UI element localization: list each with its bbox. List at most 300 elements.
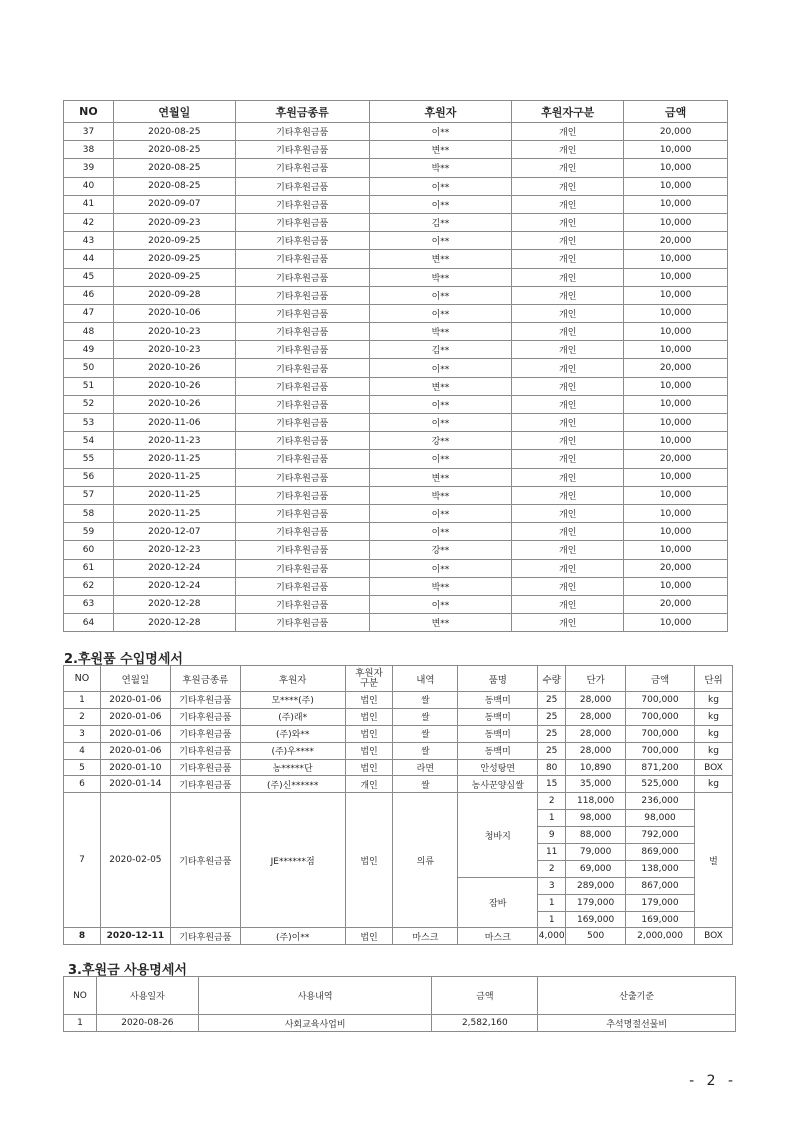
cell-donor-category: 개인 — [512, 177, 624, 195]
cell-donor-category: 법인 — [345, 725, 393, 742]
cell-no: 58 — [64, 504, 114, 522]
cell-amount: 10,000 — [624, 614, 728, 632]
cell-type: 기타후원금품 — [170, 708, 240, 725]
table-row — [64, 414, 728, 432]
cell-donor: 이** — [369, 523, 512, 541]
cell-type: 기타후원금품 — [235, 614, 369, 632]
cell-donor-category: 개인 — [512, 159, 624, 177]
cell-detail: 라면 — [393, 759, 458, 776]
table-row — [64, 304, 728, 322]
cell-amount: 10,000 — [624, 250, 728, 268]
cell-donor-category: 법인 — [345, 793, 393, 928]
table-row — [64, 559, 728, 577]
cell-no: 62 — [64, 577, 114, 595]
cell-type: 기타후원금품 — [235, 359, 369, 377]
cell-donor: 변** — [369, 468, 512, 486]
cell-unit-price: 28,000 — [566, 742, 626, 759]
cell-amount: 10,000 — [624, 541, 728, 559]
cell-date: 2020-12-07 — [113, 523, 235, 541]
table-row — [64, 232, 728, 250]
cell-amount: 10,000 — [624, 268, 728, 286]
cell-donor: 박** — [369, 577, 512, 595]
table-row — [64, 614, 728, 632]
table-row — [64, 595, 728, 613]
cell-unit-price: 169,000 — [566, 911, 626, 928]
cell-unit-price: 179,000 — [566, 894, 626, 911]
cell-type: 기타후원금품 — [235, 468, 369, 486]
table-row — [64, 377, 728, 395]
cell-donor-category: 개인 — [512, 232, 624, 250]
cell-donor: 이** — [369, 232, 512, 250]
cell-amount: 179,000 — [626, 894, 695, 911]
col-header-donor-category: 후원자 구분 — [345, 666, 393, 692]
donation-income-table — [63, 100, 728, 632]
cell-donor: 김** — [369, 213, 512, 231]
table-row — [64, 793, 733, 810]
cell-date: 2020-01-06 — [100, 742, 170, 759]
cell-donor: 박** — [369, 159, 512, 177]
cell-quantity: 15 — [538, 776, 566, 793]
col-header-donor-category: 후원자구분 — [512, 101, 624, 123]
cell-quantity: 1 — [538, 894, 566, 911]
col-header-no: NO — [64, 977, 97, 1015]
cell-date: 2020-01-14 — [100, 776, 170, 793]
cell-no: 51 — [64, 377, 114, 395]
cell-detail: 마스크 — [393, 928, 458, 945]
cell-amount: 10,000 — [624, 195, 728, 213]
cell-item-name: 농사꾼양심쌀 — [458, 776, 538, 793]
cell-type: 기타후원금품 — [235, 304, 369, 322]
cell-unit-price: 98,000 — [566, 810, 626, 827]
cell-donor: (주)이** — [240, 928, 345, 945]
cell-donor: 변** — [369, 250, 512, 268]
cell-unit-price: 88,000 — [566, 827, 626, 844]
cell-donor: 박** — [369, 486, 512, 504]
cell-donor-category: 개인 — [512, 468, 624, 486]
cell-no: 3 — [64, 725, 101, 742]
cell-amount: 10,000 — [624, 577, 728, 595]
cell-amount: 867,000 — [626, 877, 695, 894]
cell-no: 42 — [64, 213, 114, 231]
cell-no: 63 — [64, 595, 114, 613]
cell-quantity: 1 — [538, 810, 566, 827]
cell-donor: 모****(주) — [240, 692, 345, 709]
table-row — [64, 432, 728, 450]
cell-quantity: 2 — [538, 793, 566, 810]
cell-no: 55 — [64, 450, 114, 468]
cell-donor: 박** — [369, 323, 512, 341]
cell-donor-category: 개인 — [512, 450, 624, 468]
cell-amount: 10,000 — [624, 213, 728, 231]
cell-detail: 쌀 — [393, 725, 458, 742]
cell-quantity: 25 — [538, 692, 566, 709]
cell-detail: 쌀 — [393, 708, 458, 725]
cell-date: 2020-10-26 — [113, 359, 235, 377]
cell-donor: (주)신****** — [240, 776, 345, 793]
cell-no: 8 — [64, 928, 101, 945]
cell-unit-price: 79,000 — [566, 844, 626, 861]
cell-donor: 변** — [369, 614, 512, 632]
cell-amount: 10,000 — [624, 432, 728, 450]
cell-type: 기타후원금품 — [235, 577, 369, 595]
cell-date: 2020-09-28 — [113, 286, 235, 304]
cell-donor-category: 개인 — [512, 414, 624, 432]
cell-unit: kg — [694, 708, 732, 725]
cell-donor-category: 법인 — [345, 692, 393, 709]
table-row — [64, 141, 728, 159]
table-row — [64, 759, 733, 776]
cell-date: 2020-02-05 — [100, 793, 170, 928]
cell-type: 기타후원금품 — [235, 523, 369, 541]
cell-amount: 138,000 — [626, 860, 695, 877]
table-row — [64, 177, 728, 195]
col-header-no: NO — [64, 666, 101, 692]
cell-type: 기타후원금품 — [235, 595, 369, 613]
cell-quantity: 25 — [538, 725, 566, 742]
table-row — [64, 213, 728, 231]
col-header-type: 후원금종류 — [235, 101, 369, 123]
cell-amount: 10,000 — [624, 323, 728, 341]
cell-item-name: 잠바 — [458, 877, 538, 928]
cell-date: 2020-11-06 — [113, 414, 235, 432]
cell-donor: 강** — [369, 541, 512, 559]
table-row — [64, 486, 728, 504]
cell-donor-category: 개인 — [512, 141, 624, 159]
cell-detail: 쌀 — [393, 742, 458, 759]
table-row — [64, 742, 733, 759]
cell-date: 2020-10-23 — [113, 323, 235, 341]
cell-date: 2020-11-25 — [113, 504, 235, 522]
page-number: - 2 - — [689, 1073, 737, 1089]
col-header-type: 후원금종류 — [170, 666, 240, 692]
cell-donor-category: 개인 — [512, 304, 624, 322]
cell-quantity: 25 — [538, 708, 566, 725]
cell-no: 7 — [64, 793, 101, 928]
cell-no: 52 — [64, 395, 114, 413]
cell-amount: 169,000 — [626, 911, 695, 928]
cell-donor: 이** — [369, 414, 512, 432]
cell-no: 1 — [64, 692, 101, 709]
cell-no: 46 — [64, 286, 114, 304]
cell-donor-category: 개인 — [512, 595, 624, 613]
table-row — [64, 286, 728, 304]
cell-type: 기타후원금품 — [235, 250, 369, 268]
table-row — [64, 541, 728, 559]
cell-amount: 10,000 — [624, 395, 728, 413]
table-row — [64, 708, 733, 725]
table-row — [64, 359, 728, 377]
cell-donor-category: 개인 — [512, 213, 624, 231]
cell-item-name: 마스크 — [458, 928, 538, 945]
cell-unit: kg — [694, 776, 732, 793]
cell-amount: 10,000 — [624, 504, 728, 522]
cell-unit-price: 289,000 — [566, 877, 626, 894]
cell-amount: 10,000 — [624, 177, 728, 195]
cell-date: 2020-09-07 — [113, 195, 235, 213]
cell-unit: BOX — [694, 759, 732, 776]
cell-unit-price: 35,000 — [566, 776, 626, 793]
cell-donor-category: 개인 — [512, 559, 624, 577]
cell-type: 기타후원금품 — [235, 268, 369, 286]
cell-donor: 이** — [369, 359, 512, 377]
cell-date: 2020-10-26 — [113, 395, 235, 413]
table-row — [64, 195, 728, 213]
cell-amount: 700,000 — [626, 742, 695, 759]
donated-goods-table — [63, 665, 733, 945]
cell-amount: 20,000 — [624, 232, 728, 250]
cell-donor: 이** — [369, 177, 512, 195]
cell-no: 2 — [64, 708, 101, 725]
cell-type: 기타후원금품 — [170, 742, 240, 759]
cell-amount: 10,000 — [624, 377, 728, 395]
cell-unit-price: 28,000 — [566, 708, 626, 725]
table-row — [64, 577, 728, 595]
cell-date: 2020-12-23 — [113, 541, 235, 559]
cell-donor-category: 개인 — [512, 504, 624, 522]
cell-amount: 792,000 — [626, 827, 695, 844]
table-row — [64, 523, 728, 541]
cell-date: 2020-11-25 — [113, 486, 235, 504]
cell-donor-category: 개인 — [512, 250, 624, 268]
cell-unit-price: 500 — [566, 928, 626, 945]
cell-type: 기타후원금품 — [235, 286, 369, 304]
cell-donor-category: 개인 — [512, 486, 624, 504]
cell-detail: 의류 — [393, 793, 458, 928]
cell-date: 2020-10-06 — [113, 304, 235, 322]
cell-donor-category: 개인 — [512, 268, 624, 286]
cell-amount: 20,000 — [624, 359, 728, 377]
table-row — [64, 250, 728, 268]
cell-donor-category: 개인 — [512, 395, 624, 413]
cell-use-detail: 사회교육사업비 — [198, 1015, 432, 1032]
cell-unit: kg — [694, 692, 732, 709]
cell-item-name: 동백미 — [458, 725, 538, 742]
cell-item-name: 동백미 — [458, 692, 538, 709]
cell-donor-category: 개인 — [512, 359, 624, 377]
cell-donor-category: 개인 — [512, 323, 624, 341]
cell-type: 기타후원금품 — [235, 341, 369, 359]
cell-donor: 이** — [369, 195, 512, 213]
cell-donor-category: 개인 — [512, 377, 624, 395]
cell-donor: 변** — [369, 377, 512, 395]
table-row — [64, 504, 728, 522]
cell-donor-category: 개인 — [512, 286, 624, 304]
cell-amount: 700,000 — [626, 708, 695, 725]
table-header-row — [64, 977, 736, 1015]
table-row — [64, 725, 733, 742]
cell-type: 기타후원금품 — [235, 177, 369, 195]
cell-donor: 이** — [369, 304, 512, 322]
table-row — [64, 692, 733, 709]
cell-date: 2020-12-24 — [113, 577, 235, 595]
table-row — [64, 468, 728, 486]
cell-no: 53 — [64, 414, 114, 432]
cell-type: 기타후원금품 — [235, 323, 369, 341]
cell-donor: JE******점 — [240, 793, 345, 928]
col-header-date: 연월일 — [113, 101, 235, 123]
table-row — [64, 776, 733, 793]
cell-no: 54 — [64, 432, 114, 450]
cell-no: 64 — [64, 614, 114, 632]
cell-date: 2020-12-24 — [113, 559, 235, 577]
cell-amount: 10,000 — [624, 486, 728, 504]
cell-amount: 871,200 — [626, 759, 695, 776]
cell-type: 기타후원금품 — [170, 793, 240, 928]
col-header-use-date: 사용일자 — [96, 977, 198, 1015]
cell-donor: 강** — [369, 432, 512, 450]
cell-type: 기타후원금품 — [235, 213, 369, 231]
col-header-amount: 금액 — [432, 977, 538, 1015]
col-header-date: 연월일 — [100, 666, 170, 692]
table-row — [64, 341, 728, 359]
col-header-quantity: 수량 — [538, 666, 566, 692]
cell-date: 2020-11-23 — [113, 432, 235, 450]
cell-date: 2020-09-25 — [113, 232, 235, 250]
cell-type: 기타후원금품 — [235, 559, 369, 577]
cell-quantity: 11 — [538, 844, 566, 861]
col-header-item-name: 품명 — [458, 666, 538, 692]
cell-no: 1 — [64, 1015, 97, 1032]
cell-no: 40 — [64, 177, 114, 195]
cell-type: 기타후원금품 — [235, 432, 369, 450]
cell-amount: 2,582,160 — [432, 1015, 538, 1032]
col-header-no: NO — [64, 101, 114, 123]
table-row — [64, 928, 733, 945]
col-header-unit: 단위 — [694, 666, 732, 692]
cell-donor-category: 개인 — [345, 776, 393, 793]
cell-unit-price: 28,000 — [566, 692, 626, 709]
cell-donor: 농*****단 — [240, 759, 345, 776]
cell-amount: 10,000 — [624, 141, 728, 159]
col-header-detail: 내역 — [393, 666, 458, 692]
cell-no: 57 — [64, 486, 114, 504]
cell-type: 기타후원금품 — [170, 725, 240, 742]
cell-no: 44 — [64, 250, 114, 268]
cell-no: 4 — [64, 742, 101, 759]
cell-item-name: 동백미 — [458, 708, 538, 725]
cell-date: 2020-12-11 — [100, 928, 170, 945]
cell-no: 47 — [64, 304, 114, 322]
cell-amount: 10,000 — [624, 159, 728, 177]
cell-no: 6 — [64, 776, 101, 793]
cell-amount: 10,000 — [624, 286, 728, 304]
cell-donor-category: 개인 — [512, 432, 624, 450]
cell-no: 45 — [64, 268, 114, 286]
cell-quantity: 2 — [538, 860, 566, 877]
table-header-row — [64, 666, 733, 692]
table-row — [64, 1015, 736, 1032]
cell-date: 2020-09-25 — [113, 268, 235, 286]
cell-date: 2020-10-26 — [113, 377, 235, 395]
cell-no: 39 — [64, 159, 114, 177]
cell-donor: (주)와** — [240, 725, 345, 742]
cell-amount: 10,000 — [624, 468, 728, 486]
cell-donor-category: 법인 — [345, 759, 393, 776]
cell-amount: 700,000 — [626, 725, 695, 742]
cell-no: 41 — [64, 195, 114, 213]
section-title-donated-goods: 2.후원품 수입명세서 — [64, 652, 183, 667]
cell-donor: 이** — [369, 595, 512, 613]
cell-donor: 이** — [369, 450, 512, 468]
cell-donor-category: 개인 — [512, 541, 624, 559]
cell-quantity: 80 — [538, 759, 566, 776]
cell-amount: 20,000 — [624, 450, 728, 468]
cell-donor-category: 개인 — [512, 341, 624, 359]
cell-type: 기타후원금품 — [170, 759, 240, 776]
cell-amount: 2,000,000 — [626, 928, 695, 945]
cell-type: 기타후원금품 — [235, 504, 369, 522]
cell-date: 2020-01-06 — [100, 692, 170, 709]
cell-unit: 벌 — [694, 793, 732, 928]
cell-type: 기타후원금품 — [235, 123, 369, 141]
cell-no: 59 — [64, 523, 114, 541]
cell-no: 60 — [64, 541, 114, 559]
cell-type: 기타후원금품 — [235, 141, 369, 159]
cell-type: 기타후원금품 — [170, 928, 240, 945]
cell-quantity: 4,000 — [538, 928, 566, 945]
cell-donor: 이** — [369, 395, 512, 413]
cell-quantity: 1 — [538, 911, 566, 928]
col-header-use-detail: 사용내역 — [198, 977, 432, 1015]
cell-amount: 20,000 — [624, 559, 728, 577]
cell-quantity: 9 — [538, 827, 566, 844]
cell-quantity: 25 — [538, 742, 566, 759]
cell-date: 2020-08-25 — [113, 123, 235, 141]
cell-use-date: 2020-08-26 — [96, 1015, 198, 1032]
cell-unit: kg — [694, 742, 732, 759]
cell-unit-price: 28,000 — [566, 725, 626, 742]
cell-date: 2020-12-28 — [113, 614, 235, 632]
table-header-row — [64, 101, 728, 123]
col-header-unit-price: 단가 — [566, 666, 626, 692]
cell-donor: 이** — [369, 504, 512, 522]
col-header-basis: 산출기준 — [538, 977, 736, 1015]
cell-donor-category: 개인 — [512, 577, 624, 595]
cell-donor: 이** — [369, 123, 512, 141]
cell-no: 50 — [64, 359, 114, 377]
cell-no: 38 — [64, 141, 114, 159]
cell-amount: 525,000 — [626, 776, 695, 793]
cell-donor: (주)래* — [240, 708, 345, 725]
cell-detail: 쌀 — [393, 776, 458, 793]
cell-type: 기타후원금품 — [235, 232, 369, 250]
cell-donor-category: 법인 — [345, 742, 393, 759]
col-header-donor: 후원자 — [240, 666, 345, 692]
cell-donor: (주)우**** — [240, 742, 345, 759]
cell-amount: 20,000 — [624, 123, 728, 141]
cell-no: 49 — [64, 341, 114, 359]
cell-amount: 20,000 — [624, 595, 728, 613]
cell-donor-category: 법인 — [345, 708, 393, 725]
cell-donor-category: 개인 — [512, 614, 624, 632]
table-row — [64, 268, 728, 286]
cell-date: 2020-10-23 — [113, 341, 235, 359]
cell-donor: 박** — [369, 268, 512, 286]
cell-date: 2020-09-25 — [113, 250, 235, 268]
cell-date: 2020-09-23 — [113, 213, 235, 231]
cell-donor: 김** — [369, 341, 512, 359]
cell-no: 5 — [64, 759, 101, 776]
cell-date: 2020-08-25 — [113, 141, 235, 159]
col-header-amount: 금액 — [626, 666, 695, 692]
cell-type: 기타후원금품 — [170, 776, 240, 793]
cell-quantity: 3 — [538, 877, 566, 894]
cell-amount: 10,000 — [624, 523, 728, 541]
cell-item-name: 청바지 — [458, 793, 538, 877]
cell-donor: 이** — [369, 286, 512, 304]
cell-unit-price: 118,000 — [566, 793, 626, 810]
cell-unit-price: 69,000 — [566, 860, 626, 877]
